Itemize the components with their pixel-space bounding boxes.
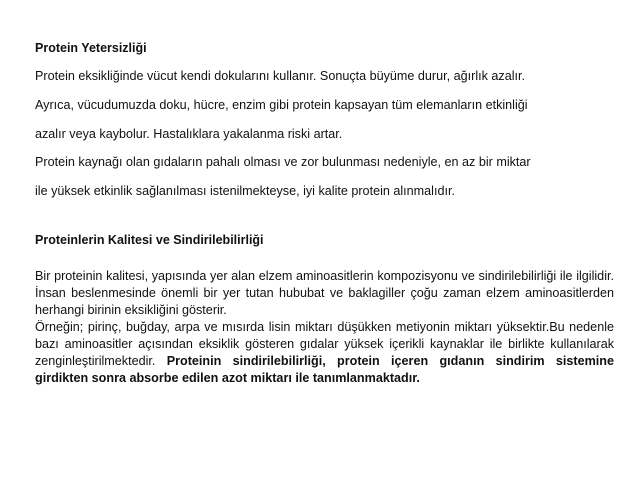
text-line: Ayrıca, vücudumuzda doku, hücre, enzim gibi protein kapsayan tüm elemanların etkinliği (35, 98, 528, 112)
paragraph-quality: Bir proteinin kalitesi, yapısında yer alan elzem aminoasitlerin kompozisyonu ve sindirilebilirliği ile ilgilidir. İnsan beslenmesinde önemli bir yer tutan hububat ve baklagiller çoğu zaman elzem aminoasitlerden herhangi birinin eksikliğini gösterir. (35, 269, 614, 317)
paragraph-example-text: Örneğin; pirinç, buğday, arpa ve mısırda lisin miktarı düşükken metiyonin miktarı yüksektir.Bu nedenle bazı aminoasitler açısından eksiklik gösteren gıdalar yüksek içerikli kaynaklar ile birlikte kullanılarak zenginleştirilmektedir. (35, 320, 614, 368)
section-title-protein-quality: Proteinlerin Kalitesi ve Sindirilebilirliği (35, 233, 264, 247)
text-line: azalır veya kaybolur. Hastalıklara yakalanma riski artar. (35, 127, 343, 141)
text-line: Protein kaynağı olan gıdaların pahalı olması ve zor bulunması nedeniyle, en az bir miktar (35, 155, 531, 169)
section-title-protein-deficiency: Protein Yetersizliği (35, 41, 147, 55)
paragraph-digestibility-bold: Proteinin sindirilebilirliği, protein içeren gıdanın sindirim sistemine girdikten sonra absorbe edilen azot miktarı ile tanımlanmaktadır. (35, 354, 615, 385)
slide-content (35, 0, 614, 479)
paragraph-example (35, 319, 614, 387)
text-line: ile yüksek etkinlik sağlanılması istenilmekteyse, iyi kalite protein alınmalıdır. (35, 184, 455, 198)
text-line: Protein eksikliğinde vücut kendi dokularını kullanır. Sonuçta büyüme durur, ağırlık azalır. (35, 69, 526, 83)
protein-quality-text (35, 268, 614, 387)
